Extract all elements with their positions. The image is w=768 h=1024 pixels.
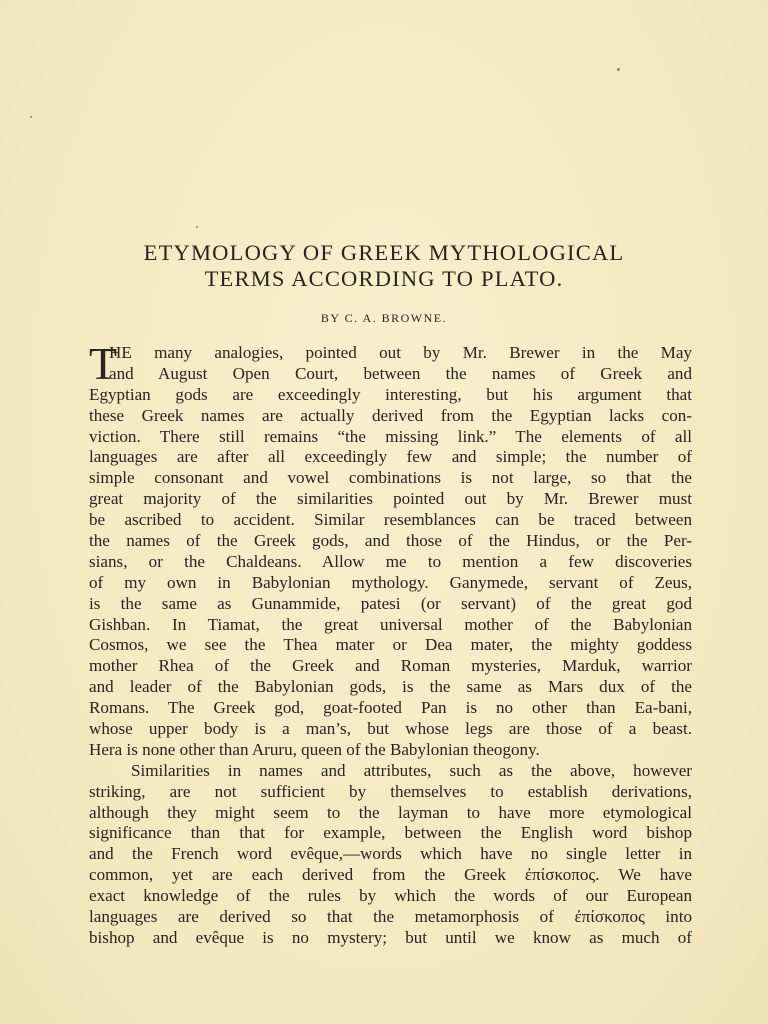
text-line: Gishban. In Tiamat, the great universal mother of the Babylonian [89, 614, 692, 634]
text-line: be ascribed to accident. Similar resemblances can be traced between [89, 510, 692, 530]
text-line: significance than that for example, between the English word bishop [89, 823, 692, 843]
text-line: bishop and evêque is no mystery; but until we know as much of [89, 927, 692, 947]
text-line: great majority of the similarities pointed out by Mr. Brewer must [89, 489, 692, 509]
text-line: whose upper body is a man’s, but whose legs are those of a beast. [89, 719, 692, 739]
text-line: viction. There still remains “the missing link.” The elements of all [89, 426, 692, 446]
paper-speck [617, 68, 620, 71]
byline: BY C. A. BROWNE. [320, 311, 448, 325]
text-line: Cosmos, we see the Thea mater or Dea mater, the mighty goddess [89, 635, 692, 655]
text-line: the names of the Greek gods, and those of the Hindus, or the Per- [89, 531, 692, 551]
text-line: HE many analogies, pointed out by Mr. Brewer in the May [109, 343, 692, 362]
text-line: languages are derived so that the metamorphosis of ἐπίσκοπος into [89, 907, 692, 927]
text-line: and the French word evêque,—words which have no single letter in [89, 844, 692, 864]
text-line: languages are after all exceedingly few and simple; the number of [89, 447, 692, 467]
title-line-2: TERMS ACCORDING TO PLATO. [204, 266, 564, 291]
text-line: although they might seem to the layman to have more etymological [89, 802, 692, 822]
text-line: Romans. The Greek god, goat-footed Pan is no other than Ea-bani, [89, 698, 692, 718]
text-line: mother Rhea of the Greek and Roman mysteries, Marduk, warrior [89, 656, 692, 676]
article-title [0, 240, 768, 292]
article-body [89, 338, 692, 949]
text-line: striking, are not sufficient by themselves to establish derivations, [89, 781, 692, 801]
text-line: Hera is none other than Aruru, queen of the Babylonian theogony. [89, 739, 540, 759]
text-line: exact knowledge of the rules by which the words of our European [89, 886, 692, 906]
text-line: and August Open Court, between the names of Greek and [109, 363, 692, 383]
text-line: of my own in Babylonian mythology. Ganymede, servant of Zeus, [89, 572, 692, 592]
text-line: Egyptian gods are exceedingly interesting, but his argument that [89, 384, 692, 404]
paper-speck [30, 116, 32, 118]
paper-speck [196, 226, 198, 228]
text-line: these Greek names are actually derived from the Egyptian lacks con- [89, 405, 692, 425]
text-line: is the same as Gunammide, patesi (or servant) of the great god [89, 593, 692, 613]
text-line: Similarities in names and attributes, such as the above, however [131, 760, 692, 780]
text-line: and leader of the Babylonian gods, is the same as Mars dux of the [89, 677, 692, 697]
text-line: sians, or the Chaldeans. Allow me to mention a few discoveries [89, 551, 692, 571]
text-line: simple consonant and vowel combinations is not large, so that the [89, 468, 692, 488]
drop-cap: T [89, 338, 118, 389]
text-line: common, yet are each derived from the Greek ἐπίσκοπος. We have [89, 865, 692, 885]
title-line-1: ETYMOLOGY OF GREEK MYTHOLOGICAL [143, 240, 625, 265]
